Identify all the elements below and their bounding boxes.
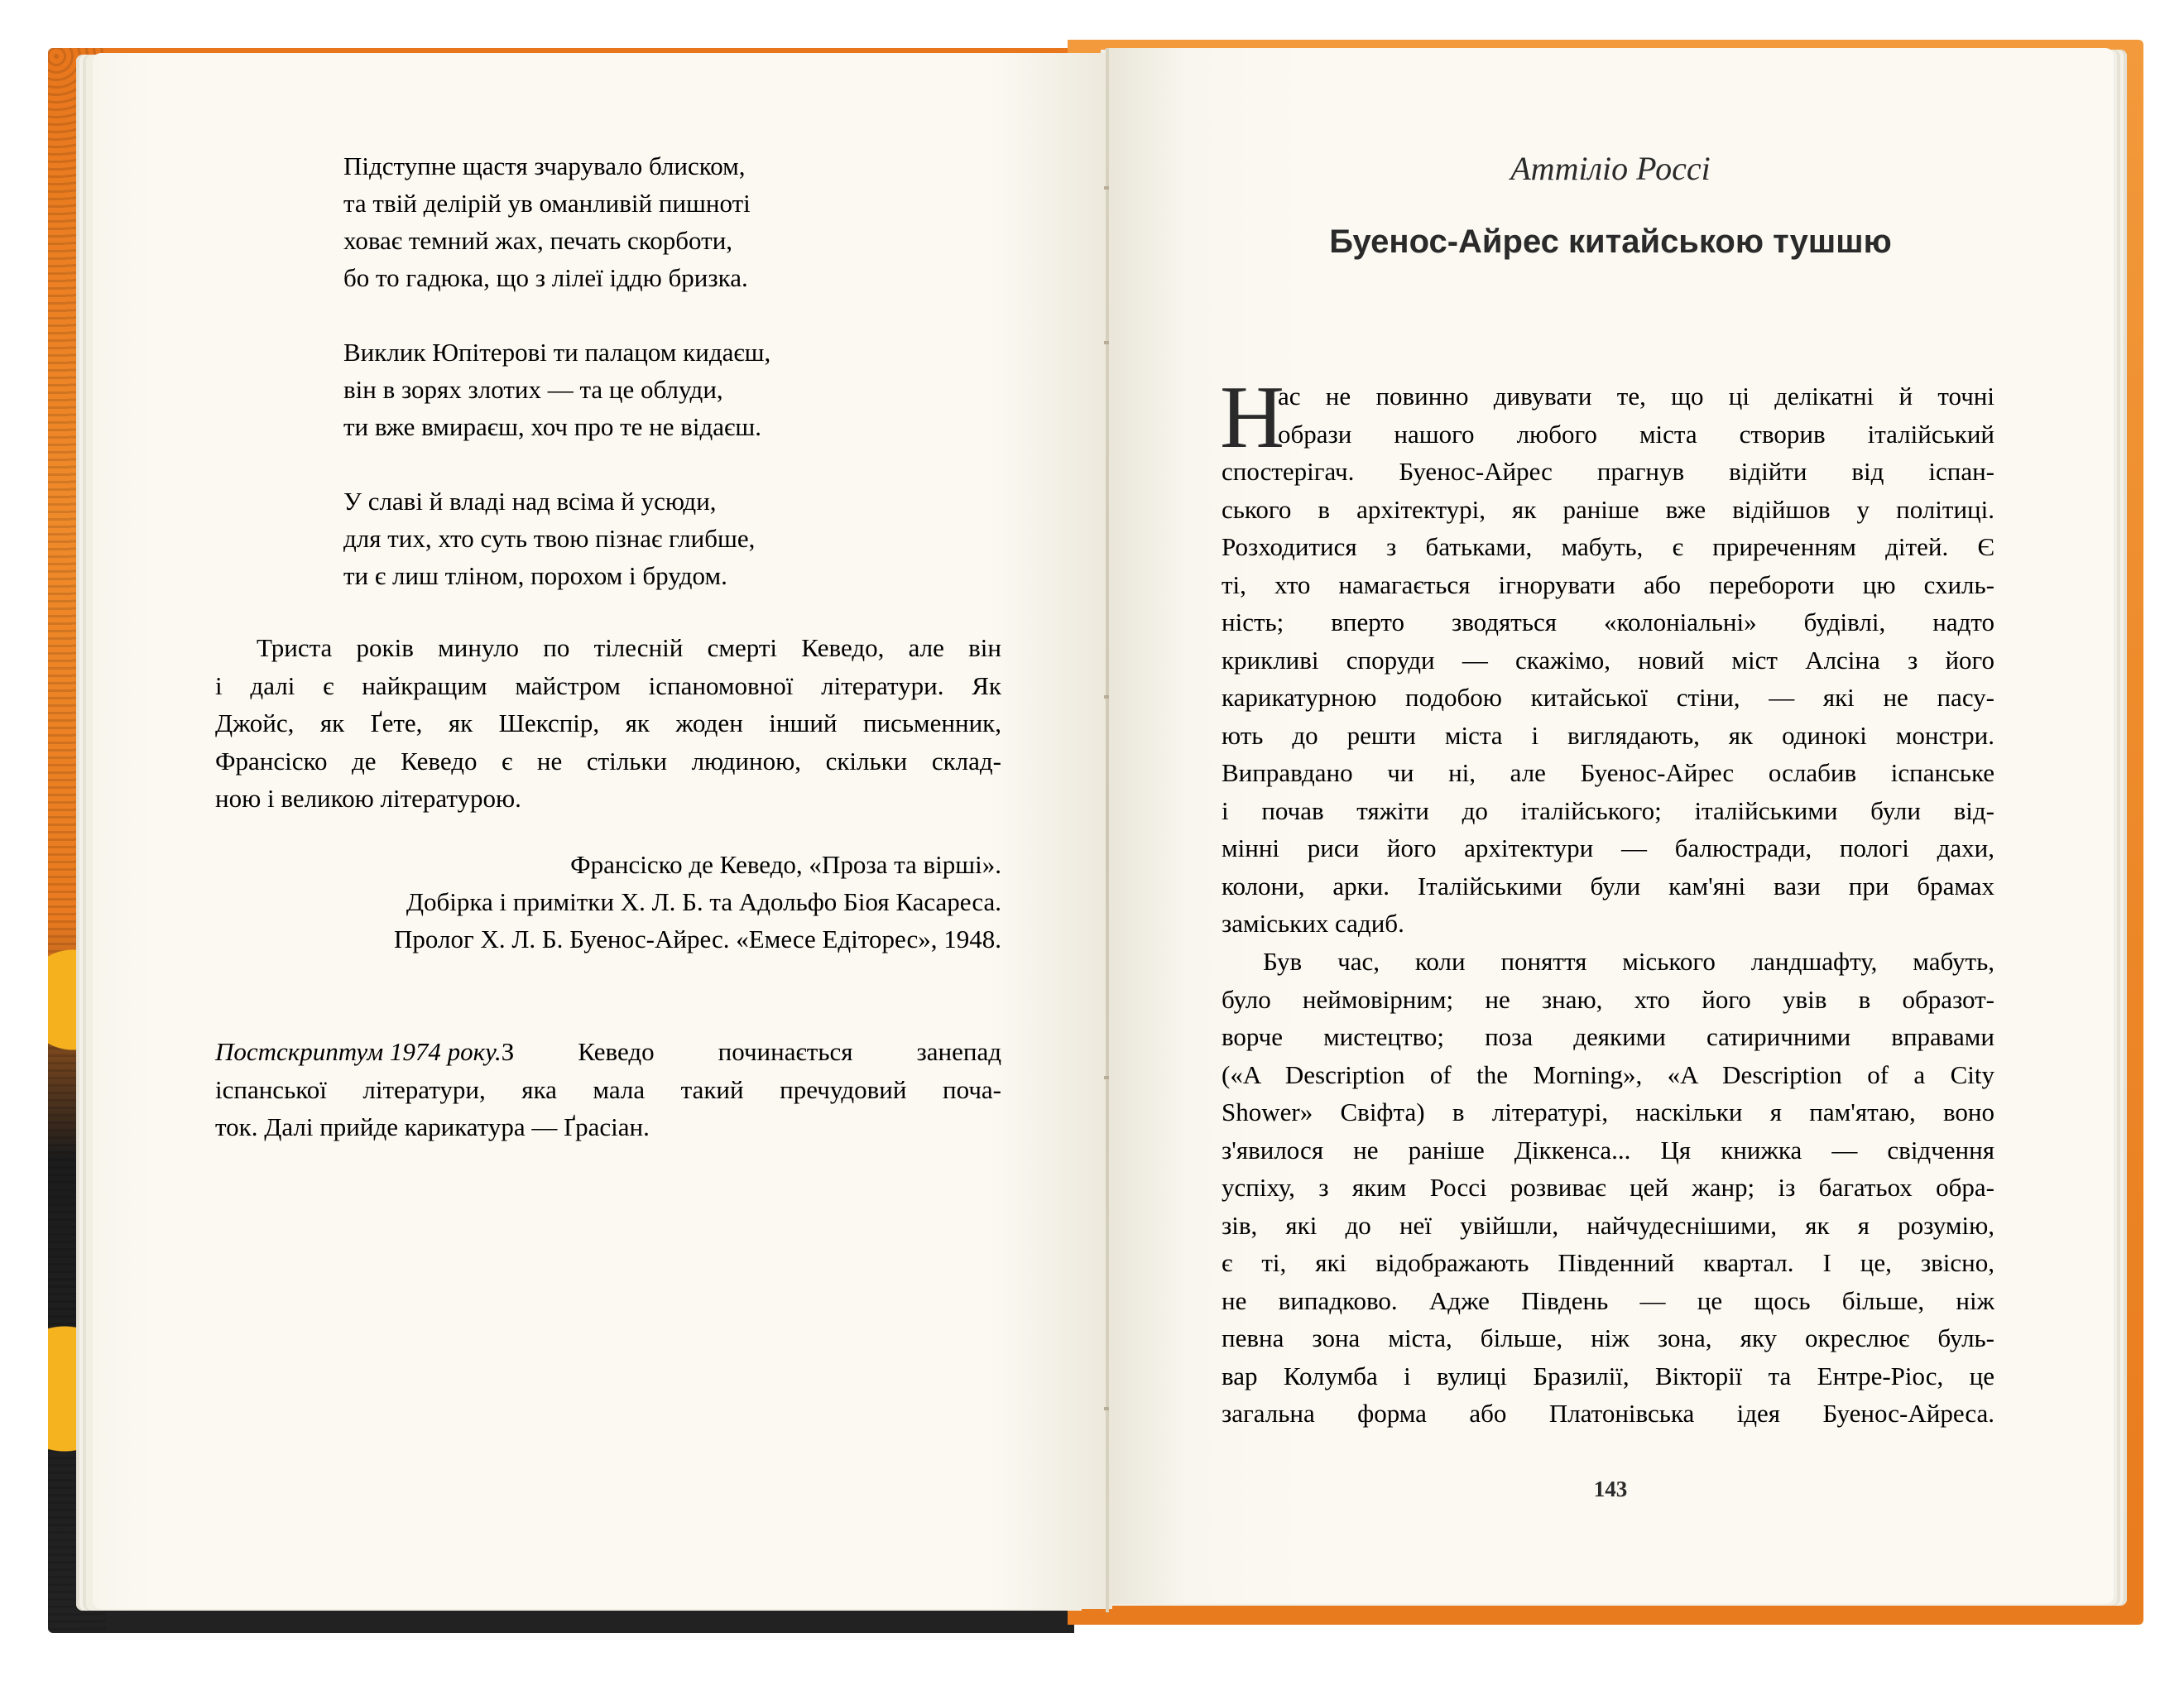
paragraph-line: Триста років минуло по тілесній смерті Кеведо, але він — [257, 633, 1001, 662]
prologue-paragraph-2 — [1222, 943, 1994, 1433]
paragraph-line: Франсіско де Кеведо є не стільки людиною, скільки склад- — [215, 746, 1001, 776]
paragraph-line: було неймовірним; не знаю, хто його увів в образот- — [1222, 984, 1994, 1014]
paragraph-line: колони, арки. Італійськими були кам'яні вази при брамах — [1222, 871, 1994, 901]
postscript-paragraph — [215, 1033, 1001, 1146]
paragraph-line: Shower» Свіфта) в літературі, наскільки я пам'ятаю, воно — [1222, 1097, 1994, 1126]
paragraph-line: вар Колумба і вулиці Бразилії, Вікторії та Ентре-Ріос, це — [1222, 1361, 1994, 1390]
paragraph-line: ворче мистецтво; поза деякими сатиричними вправами — [1222, 1022, 1994, 1051]
poem-line: У славі й владі над всіма й усюди, — [343, 487, 717, 516]
postscript-line — [215, 1033, 1001, 1071]
postscript-text: З Кеведо починається занепад — [501, 1037, 1001, 1066]
binding-mark — [1104, 695, 1109, 699]
paragraph-line: є ті, які відображають Південний квартал. І це, звісно, — [1222, 1248, 1994, 1277]
binding-mark — [1104, 1076, 1109, 1079]
prologue-paragraph-1 — [1220, 368, 1994, 943]
poem-line: та твій делірій ув оманливій пишноті — [343, 189, 751, 218]
poem-line: Підступне щастя зчарувало блиском, — [343, 151, 746, 180]
binding-mark — [1104, 1407, 1109, 1410]
poem-line: ти є лиш тліном, порохом і брудом. — [343, 561, 727, 590]
paragraph-line: Був час, коли поняття міського ландшафту, мабуть, — [1263, 947, 1994, 976]
paragraph-line: ас не повинно дивувати те, що ці делікатні й точні — [1278, 382, 1994, 411]
citation-line: Добірка і примітки Х. Л. Б. та Адольфо Біоя Касареса. — [406, 887, 1001, 916]
paragraph-line: мінні риси його архітектури — балюстради, пологі дахи, — [1222, 833, 1994, 862]
paragraph-line: успіху, з яким Россі розвиває цей жанр; із багатьох обра- — [1222, 1173, 1994, 1202]
book-spine — [1106, 48, 1109, 1612]
paragraph-line: заміських садиб. — [1222, 909, 1404, 938]
postscript-line: іспанської літератури, яка мала такий пречудовий поча- — [215, 1074, 1001, 1104]
paragraph-line: ною і великою літературою. — [215, 784, 521, 813]
paragraph-line: не випадково. Адже Південь — це щось більше, ніж — [1222, 1285, 1994, 1315]
poem-text — [343, 147, 770, 594]
postscript-label: Постскриптум 1974 року. — [215, 1037, 502, 1066]
paragraph-line: ського в архітектурі, як раніше вже відійшов у політиці. — [1222, 494, 1994, 524]
paragraph-line: ті, хто намагається ігнорувати або перебороти цю схиль- — [1222, 569, 1994, 599]
drop-cap: Н — [1220, 368, 1284, 467]
paragraph-line: Розходитися з батьками, мабуть, є приреченням дітей. Є — [1222, 532, 1994, 561]
poem-line — [343, 445, 770, 483]
chapter-title: Буенос-Айрес китайською тушшю — [1329, 223, 1892, 260]
paragraph-line: загальна форма або Платонівська ідея Буенос-Айреса. — [1222, 1399, 1994, 1428]
paragraph-line: спостерігач. Буенос-Айрес прагнув відійти від іспан- — [1222, 457, 1994, 486]
binding-mark — [1104, 341, 1109, 344]
paragraph-line: і далі є найкращим майстром іспаномовної літератури. Як — [215, 670, 1001, 700]
poem-line: він в зорях злотих — та це облуди, — [343, 375, 723, 404]
paragraph-line: образи нашого любого міста створив італійський — [1278, 419, 1994, 449]
paragraph-line: певна зона міста, більше, ніж зона, яку окреслює буль- — [1222, 1323, 1994, 1352]
paragraph-line: і почав тяжіти до італійського; італійськими були від- — [1222, 795, 1994, 825]
source-citation — [215, 846, 1001, 958]
paragraph-line: Виправдано чи ні, але Буенос-Айрес ослабив іспанське — [1222, 758, 1994, 787]
paragraph-line: з'явилося не раніше Діккенса... Ця книжка — свідчення — [1222, 1135, 1994, 1165]
paragraph-line: крикливі споруди — скажімо, новий міст Алсіна з його — [1222, 645, 1994, 675]
author-name: Аттіліо Россі — [1510, 150, 1711, 187]
page-number: 143 — [1593, 1477, 1628, 1501]
citation-line: Франсіско де Кеведо, «Проза та вірші». — [570, 850, 1001, 879]
paragraph-line: Джойс, як Ґете, як Шекспір, як жоден інший письменник, — [215, 708, 1001, 737]
paragraph-line: зів, які до неї увійшли, найчудеснішими, як я розумію, — [1222, 1210, 1994, 1240]
paragraph-line: ють до решти міста і виглядають, як одинокі монстри. — [1222, 720, 1994, 750]
poem-line: ти вже вмираєш, хоч про те не відаєш. — [343, 412, 761, 441]
paragraph-line: («A Description of the Morning», «A Description of a City — [1222, 1059, 1994, 1089]
paragraph-line: карикатурною подобою китайської стіни, — які не пасу- — [1222, 683, 1994, 712]
poem-line: для тих, хто суть твою пізнає глибше, — [343, 524, 756, 553]
poem-line — [343, 296, 770, 334]
poem-line: бо то гадюка, що з лілеї іддю бризка. — [343, 263, 748, 292]
commentary-paragraph — [215, 629, 1001, 818]
poem-line: ховає темний жах, печать скорботи, — [343, 226, 733, 255]
citation-line: Пролог Х. Л. Б. Буенос-Айрес. «Емесе Едіторес», 1948. — [394, 925, 1001, 953]
paragraph-line: ність; вперто зводяться «колоніальні» будівлі, надто — [1222, 608, 1994, 636]
poem-line: Виклик Юпітерові ти палацом кидаєш, — [343, 338, 771, 367]
postscript-line: ток. Далі прийде карикатура — Ґрасіан. — [215, 1112, 650, 1141]
